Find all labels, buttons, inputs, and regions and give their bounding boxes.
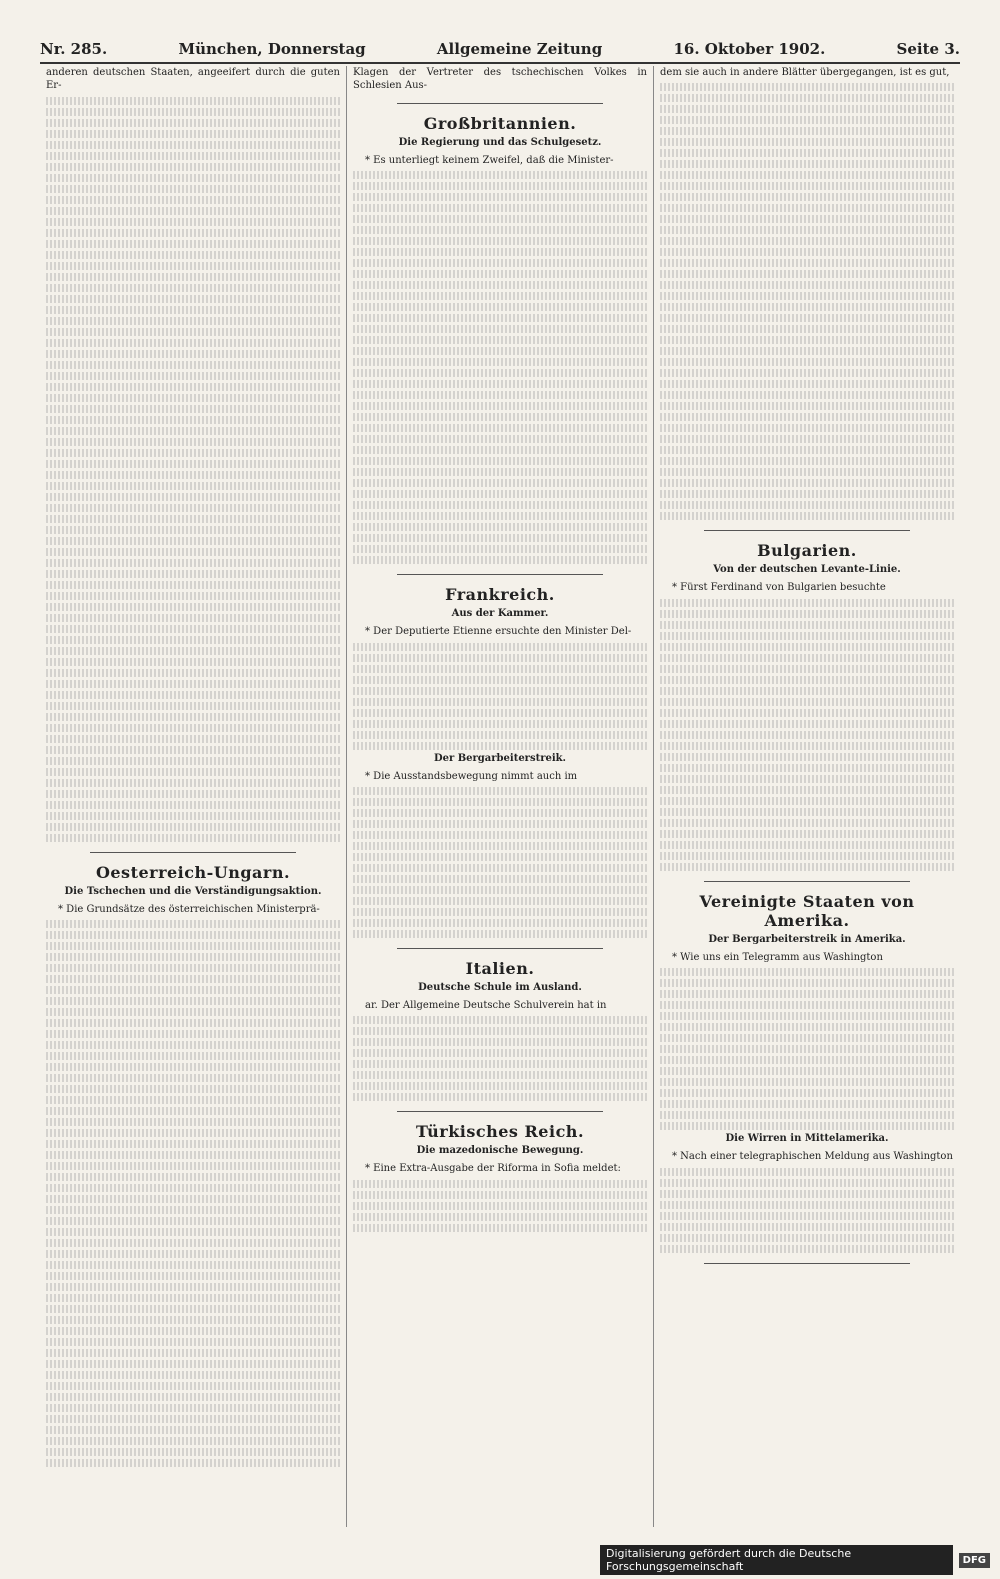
paragraph: Klagen der Vertreter des tschechischen Volkes in Schlesien Aus-: [353, 67, 647, 92]
digitization-footer: [600, 1547, 990, 1573]
paragraph: * Fürst Ferdinand von Bulgarien besuchte: [672, 582, 886, 594]
section-heading: Türkisches Reich.: [415, 1122, 585, 1142]
paragraph: * Wie uns ein Telegramm aus Washington: [672, 951, 883, 963]
paragraph: * Es unterliegt keinem Zweifel, daß die Minister-: [365, 154, 614, 166]
section-subheading: Von der deutschen Levante-Linie.: [713, 564, 901, 576]
separator: [397, 1111, 603, 1112]
section-subheading: Die mazedonische Bewegung.: [416, 1145, 584, 1157]
paragraph: * Der Deputierte Etienne ersuchte den Minister Del-: [365, 626, 632, 638]
newspaper-title: Allgemeine Zeitung: [436, 40, 603, 58]
section-heading: Frankreich.: [445, 585, 555, 605]
paragraph: * Die Grundsätze des österreichischen Ministerprä-: [58, 903, 320, 915]
header-rule: [40, 62, 960, 64]
funding-note: Digitalisierung gefördert durch die Deutsche Forschungsgemeinschaft: [600, 1545, 953, 1575]
text-block: [660, 1168, 954, 1253]
page-number: Seite 3.: [896, 40, 960, 58]
section-subheading: Die Regierung und das Schulgesetz.: [398, 136, 602, 148]
text-block: [353, 1180, 647, 1232]
section-heading: Italien.: [465, 959, 535, 979]
text-block: [46, 920, 340, 1467]
text-block: [353, 1016, 647, 1101]
column-2: [347, 66, 654, 1527]
text-block: [660, 599, 954, 871]
separator: [704, 1263, 910, 1264]
issue-number: Nr. 285.: [40, 40, 108, 58]
text-block: [46, 97, 340, 842]
text-block: [660, 968, 954, 1130]
running-head: [40, 38, 960, 60]
column-1: [40, 66, 347, 1527]
paragraph: * Die Ausstandsbewegung nimmt auch im: [365, 770, 578, 782]
place-date: München, Donnerstag: [178, 40, 366, 58]
paragraph: * Nach einer telegraphischen Meldung aus Washington: [672, 1151, 953, 1163]
section-heading: Oesterreich-Ungarn.: [95, 862, 291, 882]
dfg-logo: DFG: [959, 1553, 990, 1568]
section-subheading: Der Bergarbeiterstreik in Amerika.: [708, 933, 906, 945]
issue-date: 16. Oktober 1902.: [673, 40, 826, 58]
separator: [90, 852, 296, 853]
separator: [397, 574, 603, 575]
paragraph: * Eine Extra-Ausgabe der Riforma in Sofia meldet:: [365, 1163, 621, 1175]
paragraph: dem sie auch in andere Blätter übergegangen, ist es gut,: [660, 67, 950, 78]
section-heading: Vereinigte Staaten von Amerika.: [699, 891, 915, 930]
text-block: [353, 787, 647, 938]
paragraph: ar. Der Allgemeine Deutsche Schulverein hat in: [365, 1000, 607, 1012]
text-block: [353, 171, 647, 564]
section-subheading: Deutsche Schule im Ausland.: [418, 982, 582, 994]
section-heading: Großbritannien.: [423, 113, 577, 133]
columns: [40, 66, 960, 1527]
text-block: [353, 643, 647, 750]
section-heading: Bulgarien.: [757, 541, 857, 561]
section-subheading: Der Bergarbeiterstreik.: [433, 752, 567, 764]
separator: [397, 103, 603, 104]
section-subheading: Aus der Kammer.: [451, 608, 549, 620]
separator: [397, 948, 603, 949]
section-subheading: Die Tschechen und die Verständigungsaktion.: [64, 885, 322, 897]
paragraph: anderen deutschen Staaten, angeeifert durch die guten Er-: [46, 67, 340, 92]
text-block: [660, 83, 954, 520]
column-3: [654, 66, 960, 1527]
separator: [704, 530, 910, 531]
separator: [704, 881, 910, 882]
section-subheading: Die Wirren in Mittelamerika.: [725, 1133, 889, 1145]
